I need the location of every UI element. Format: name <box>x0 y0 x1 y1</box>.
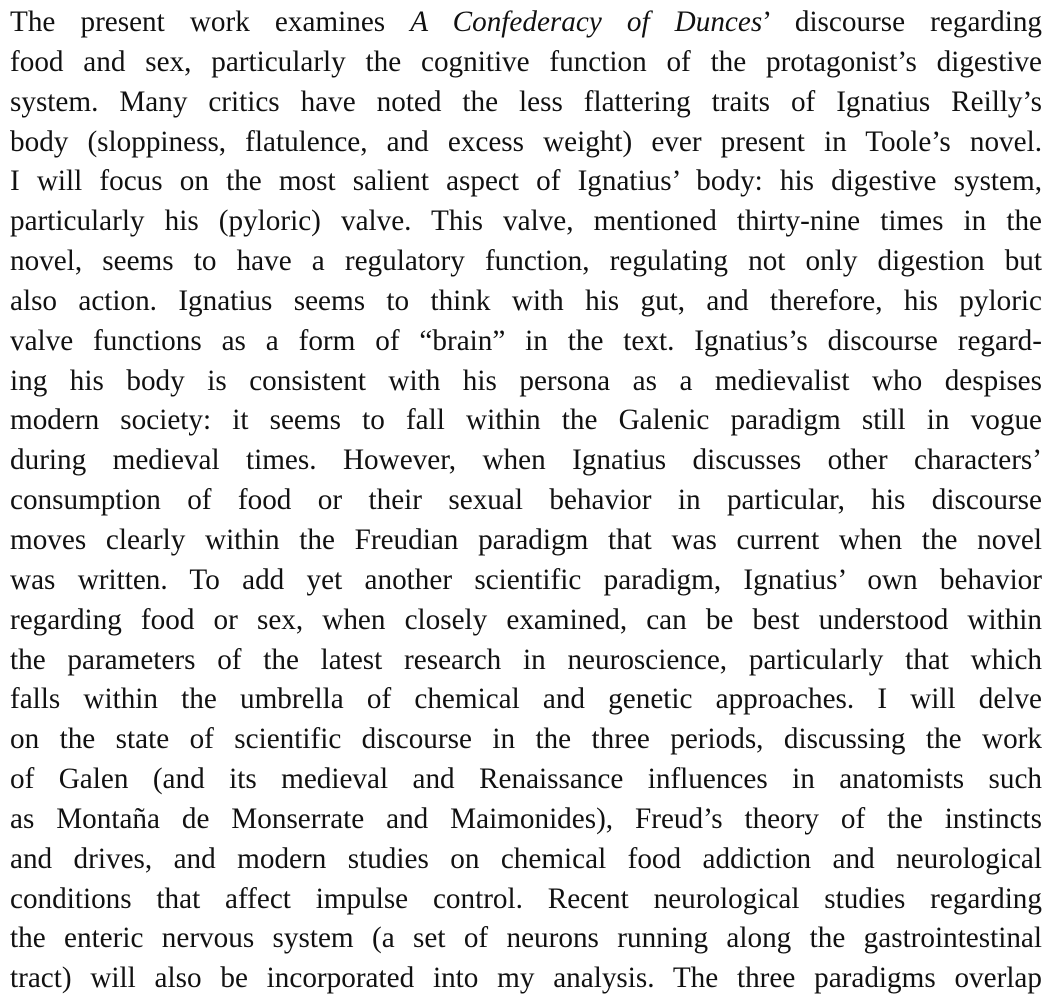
text-line-7: novel, seems to have a regulatory function, regulating not only digestion but <box>10 245 1042 278</box>
text-line-22: and drives, and modern studies on chemical food addiction and neurological <box>10 842 1042 875</box>
text-line-9: valve functions as a form of “brain” in the text. Ignatius’s discourse regard- <box>10 324 1042 357</box>
text-line-2: food and sex, particularly the cognitive function of the protagonist’s digestive <box>10 45 1042 78</box>
text-line-10: ing his body is consistent with his persona as a medievalist who despises <box>10 364 1042 397</box>
text-line-11: modern society: it seems to fall within the Galenic paradigm still in vogue <box>10 404 1042 437</box>
body-paragraph <box>10 3 1042 999</box>
text-line-16: regarding food or sex, when closely examined, can be best understood within <box>10 603 1042 636</box>
text-line-15: was written. To add yet another scientific paradigm, Ignatius’ own behavior <box>10 563 1042 596</box>
text-line-3: system. Many critics have noted the less flattering traits of Ignatius Reilly’s <box>10 85 1042 118</box>
text-line-24: the enteric nervous system (a set of neurons running along the gastrointestinal <box>10 922 1042 955</box>
text-line-4: body (sloppiness, flatulence, and excess weight) ever present in Toole’s novel. <box>10 125 1042 158</box>
text-line-6: particularly his (pyloric) valve. This valve, mentioned thirty-nine times in the <box>10 205 1042 238</box>
text-line-12: during medieval times. However, when Ignatius discusses other characters’ <box>10 444 1042 477</box>
text-line-8: also action. Ignatius seems to think with his gut, and therefore, his pyloric <box>10 284 1042 317</box>
text-line-19: on the state of scientific discourse in the three periods, discussing the work <box>10 723 1042 756</box>
line-1-tail: ’ discourse regarding <box>762 6 1043 38</box>
text-line-21: as Montaña de Monserrate and Maimonides), Freud’s theory of the instincts <box>10 802 1042 835</box>
line-1-lead: The present work examines <box>10 6 411 38</box>
text-line-1 <box>10 3 1042 43</box>
text-line-17: the parameters of the latest research in neuroscience, particularly that which <box>10 643 1042 676</box>
text-line-25: tract) will also be incorporated into my analysis. The three paradigms overlap <box>10 962 1042 995</box>
text-line-13: consumption of food or their sexual behavior in particular, his discourse <box>10 484 1042 517</box>
text-line-23: conditions that affect impulse control. Recent neurological studies regarding <box>10 882 1042 915</box>
book-title: A Confederacy of Dunces <box>410 6 763 38</box>
text-line-14: moves clearly within the Freudian paradigm that was current when the novel <box>10 523 1042 556</box>
text-line-20: of Galen (and its medieval and Renaissance influences in anatomists such <box>10 763 1042 796</box>
text-line-18: falls within the umbrella of chemical and genetic approaches. I will delve <box>10 683 1042 716</box>
text-line-5: I will focus on the most salient aspect of Ignatius’ body: his digestive system, <box>10 165 1042 198</box>
